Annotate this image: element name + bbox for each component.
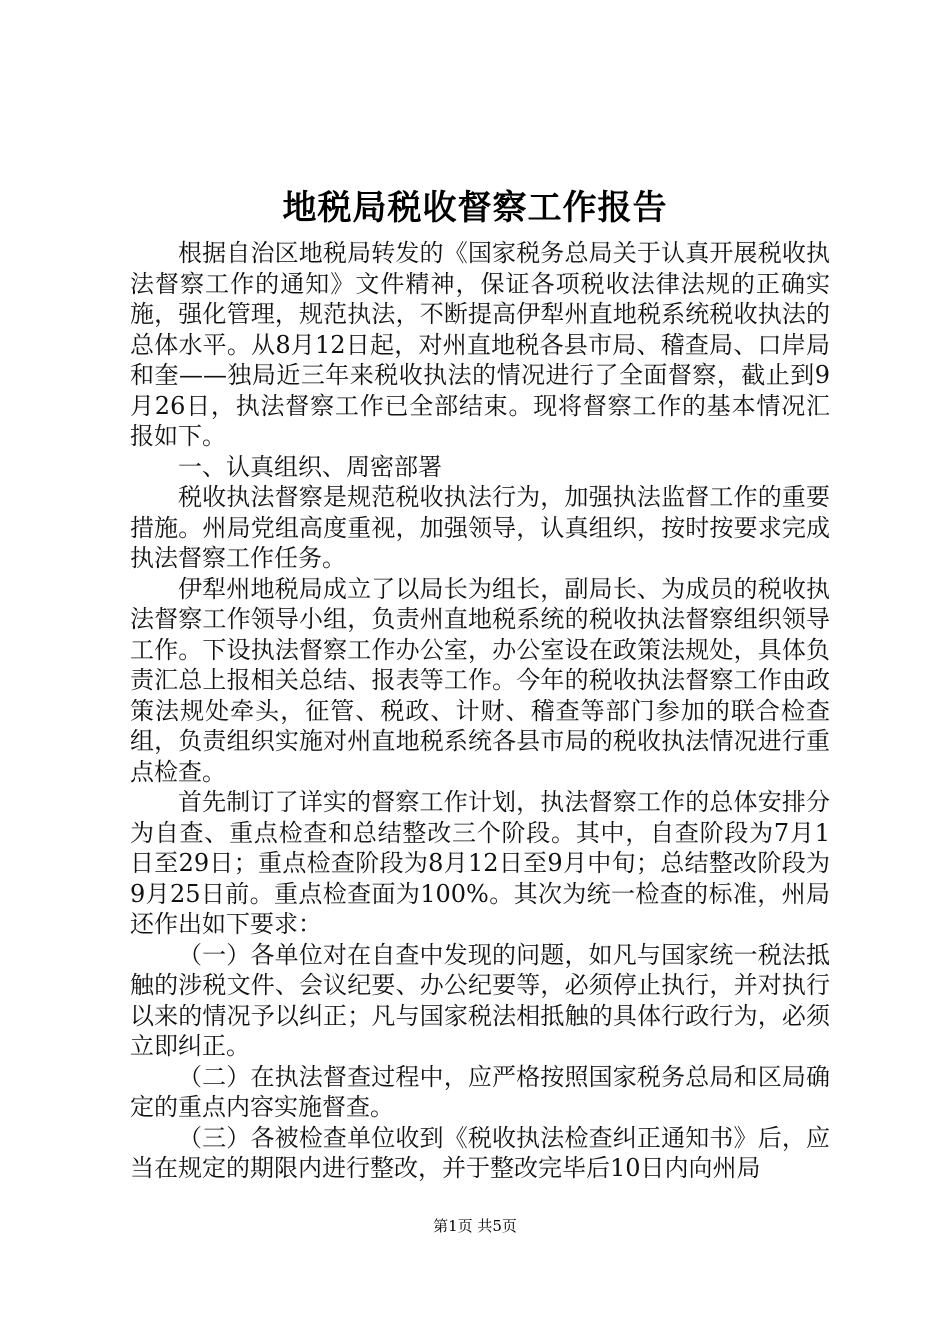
document-title: 地税局税收督察工作报告 <box>282 188 668 228</box>
document-body <box>130 238 830 1184</box>
paragraph-intro: 根据自治区地税局转发的《国家税务总局关于认真开展税收执法督察工作的通知》文件精神，保证各项税收法律法规的正确实施，强化管理，规范执法，不断提高伊犁州直地税系统税收执法的总体水平。从8月12日起，对州直地税各县市局、稽查局、口岸局和奎——独局近三年来税收执法的情况进行了全面督察，截止到9月26日，执法督察工作已全部结束。现将督察工作的基本情况汇报如下。 <box>130 239 830 450</box>
requirement-item-1: （一）各单位对在自查中发现的问题，如凡与国家统一税法抵触的涉税文件、会议纪要、办公纪要等，必须停止执行，并对执行以来的情况予以纠正；凡与国家税法相抵触的具体行政行为，必须立即纠正。 <box>130 940 830 1060</box>
requirement-item-2: （二）在执法督查过程中，应严格按照国家税务总局和区局确定的重点内容实施督查。 <box>130 1062 830 1121</box>
page-number-footer: 第1页 共5页 <box>433 1217 517 1235</box>
paragraph-leadership-group: 伊犁州地税局成立了以局长为组长，副局长、为成员的税收执法督察工作领导小组，负责州直地税系统的税收执法督察组织领导工作。下设执法督察工作办公室，办公室设在政策法规处，具体负责汇总上报相关总结、报表等工作。今年的税收执法督察工作由政策法规处牵头，征管、税政、计财、稽查等部门参加的联合检查组，负责组织实施对州直地税系统各县市局的税收执法情况进行重点检查。 <box>130 574 830 786</box>
requirement-item-3: （三）各被检查单位收到《税收执法检查纠正通知书》后，应当在规定的期限内进行整改，并于整改完毕后10日内向州局 <box>130 1123 830 1182</box>
section-heading-1: 一、认真组织、周密部署 <box>178 452 442 481</box>
paragraph-importance: 税收执法督察是规范税收执法行为，加强执法监督工作的重要措施。州局党组高度重视，加强领导，认真组织，按时按要求完成执法督察工作任务。 <box>130 483 830 572</box>
paragraph-work-plan: 首先制订了详实的督察工作计划，执法督察工作的总体安排分为自查、重点检查和总结整改三个阶段。其中，自查阶段为7月1日至29日；重点检查阶段为8月12日至9月中旬；总结整改阶段为9月25日前。重点检查面为100%。其次为统一检查的标准，州局还作出如下要求： <box>130 788 830 938</box>
